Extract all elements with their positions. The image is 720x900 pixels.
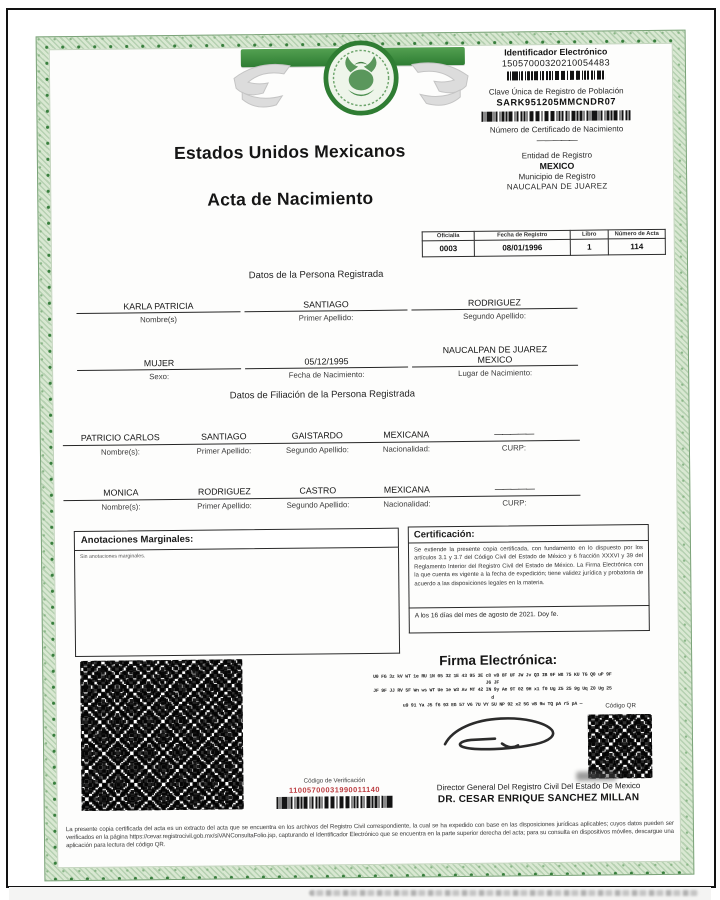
municipality-value: NAUCALPAN DE JUAREZ (506, 181, 608, 192)
father-nationality-value: MEXICANA (383, 429, 430, 440)
next-page-text-sliver (309, 890, 699, 896)
libro-value: 1 (570, 239, 608, 255)
father-name-value: PATRICIO CARLOS (80, 432, 160, 443)
mother-second-surname-label: Segundo Apellido: (286, 500, 350, 510)
next-page-sliver (9, 887, 711, 900)
electronic-id-barcode (507, 71, 605, 81)
col-libro: Libro (570, 230, 608, 239)
certification-title: Certificación: (408, 524, 649, 544)
mother-first-surname-label: Primer Apellido: (197, 501, 252, 511)
verification-code-label: Código de Verificación (303, 777, 366, 785)
mother-first-surname-value: RODRIGUEZ (197, 486, 251, 497)
numero-acta-value: 114 (608, 238, 665, 255)
electronic-id-label: Identificador Electrónico (504, 46, 608, 58)
father-second-surname-label: Segundo Apellido: (285, 445, 349, 455)
certificate-number-label: Número de Certificado de Nacimiento (489, 124, 624, 135)
entity-label: Entidad de Registro (521, 150, 593, 161)
birth-certificate (36, 30, 695, 882)
mother-name-label: Nombre(s): (101, 502, 141, 512)
person-row-2 (77, 328, 582, 382)
person-name-label: Nombre(s) (140, 314, 178, 325)
marginal-annotations-title: Anotaciones Marginales: (74, 528, 399, 551)
handwritten-signature (435, 713, 565, 756)
electronic-signature-title: Firma Electrónica: (439, 652, 558, 669)
qr-code-label: Código QR (605, 702, 636, 710)
mother-nationality-label: Nacionalidad: (383, 499, 431, 509)
director-title: Director General Del Registro Civil Del Estado De Mexico (436, 781, 641, 793)
electronic-id-value: 15057000320210054483 (501, 57, 610, 69)
col-oficialia: Oficialía (422, 231, 474, 241)
col-fecha-registro: Fecha de Registro (474, 230, 570, 240)
father-second-surname-value: GAISTARDO (291, 430, 343, 441)
document-title: Acta de Nacimiento (207, 187, 374, 210)
father-name-label: Nombre(s): (100, 447, 140, 457)
director-name: DR. CESAR ENRIQUE SANCHEZ MILLAN (437, 792, 640, 806)
data-matrix-code (80, 659, 244, 811)
footer-disclaimer: La presente copia certificada del acta es un extracto del acta que se encuentra en los archivos del Registro Civil correspondiente, la cual se ha expedido con base en las disposiciones jurídicas aplicables; cuyos datos pueden ser verificados en la página https://cevar.registrocivil.gob.mx/siVANConsultaFolio.jsp, capturando el Identificador Electrónico que se encuentra en la parte superior derecha del acta; para su consulta en dispositivos móviles, descargue una aplicación para lectura del código QR. (65, 819, 674, 850)
mother-nationality-value: MEXICANA (383, 484, 430, 495)
person-birth-place-label: Lugar de Nacimiento: (458, 368, 533, 379)
person-birth-date-value: 05/12/1995 (245, 330, 408, 370)
country-title: Estados Unidos Mexicanos (174, 140, 406, 163)
certificate-number-value: ————— (536, 134, 577, 145)
person-sex-value: MUJER (77, 331, 241, 371)
person-sex-label: Sexo: (149, 372, 170, 382)
marginal-annotations-box (74, 528, 400, 651)
hash-line-1: U0 FG 3z kV WT 1e RU 1N 05 32 1E 43 95 3E c8 vB 8F UF JW Jv Q3 IB 9F W8 75 KU TG Q0 uP 9F J6 JF (373, 672, 612, 686)
entity-value: MEXICO (539, 160, 575, 172)
curp-value: SARK951205MMCNDR07 (496, 96, 617, 108)
date-smudge-mark (576, 771, 616, 780)
curp-barcode (481, 110, 631, 122)
verification-code-value: 11005700031990011140 (288, 784, 381, 795)
col-numero-acta: Número de Acta (608, 229, 665, 239)
municipality-label: Municipio de Registro (518, 171, 596, 182)
person-birth-place-value (412, 328, 578, 368)
person-first-surname-value: SANTIAGO (244, 293, 407, 313)
mother-curp-label: CURP: (502, 498, 527, 508)
person-birth-date-label: Fecha de Nacimiento: (288, 370, 365, 380)
father-first-surname-value: SANTIAGO (201, 431, 247, 442)
marginal-annotations-content: Sin anotaciones marginales. (74, 548, 400, 657)
qr-code (588, 714, 653, 779)
oficialia-value: 0003 (422, 240, 474, 257)
hash-line-3: u9 91 Ya J5 f6 93 EG 57 V6 7U VY 5U NP 92 x2 5G vB 9w TQ pA r5 pA — (402, 701, 583, 709)
person-second-surname-label: Segundo Apellido: (463, 311, 527, 321)
certification-body: Se extiende la presente copia certificada, con fundamento en lo dispuesto por los artículos 3.1 y 3.7 del Código Civil del Estado de México y 6 fracción XXXVI y 39 del Reglamento Interior del Registro Civil del Estado de México. La Firma Electrónica con la que cuenta es vigente a la fecha de expedición; tiene validez jurídica y probatoria de acuerdo a las disposiciones legales en la materia. (408, 541, 650, 609)
father-nationality-label: Nacionalidad: (382, 444, 431, 454)
certification-date-line: A los 16 días del mes de agosto de 2021. Doy fe. (409, 606, 650, 634)
filiation-section-title: Datos de Filiación de la Persona Registrada (229, 388, 416, 402)
father-curp-label: CURP: (501, 443, 527, 453)
certification-box (408, 524, 650, 634)
registry-table (422, 229, 666, 258)
hash-line-2: JF 9F JJ RV 5F Wn ws WT Ue 1e W3 Av MT 42 IN 9y Ae 9T 02 9H x1 f0 Ug Z5 25 9g Uq Z0 Ug 25 d (373, 686, 612, 701)
national-seal-icon (323, 40, 400, 117)
mother-curp-value: ————— (494, 483, 534, 494)
person-second-surname-value: RODRIGUEZ (411, 291, 577, 311)
person-row-1 (76, 291, 581, 325)
registry-table-value-row (422, 238, 665, 257)
birth-place-line1: NAUCALPAN DE JUAREZ (442, 344, 548, 356)
person-name-value: KARLA PATRICIA (76, 294, 240, 314)
identification-block (428, 46, 686, 194)
curp-label: Clave Única de Registro de Población (488, 86, 624, 97)
mother-second-surname-value: CASTRO (299, 485, 337, 496)
father-first-surname-label: Primer Apellido: (196, 446, 252, 456)
father-curp-value: ————— (494, 428, 534, 439)
person-section-title: Datos de la Persona Registrada (248, 268, 384, 282)
birth-place-line2: MEXICO (477, 354, 513, 365)
person-first-surname-label: Primer Apellido: (298, 313, 354, 323)
mother-name-value: MONICA (103, 487, 139, 498)
fecha-registro-value: 08/01/1996 (474, 239, 570, 256)
